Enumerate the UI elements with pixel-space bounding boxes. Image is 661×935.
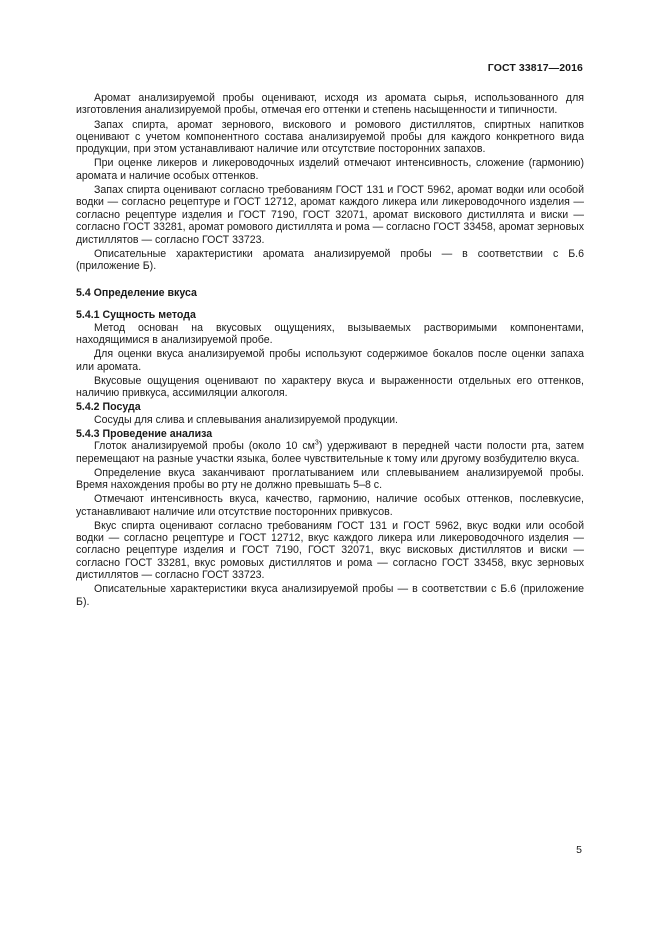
paragraph-glass-contents: Для оценки вкуса анализируемой пробы используют содержимое бокалов после оценки запаха или аромата.	[76, 348, 584, 373]
section-heading-taste: 5.4 Определение вкуса	[76, 286, 197, 299]
cubic-superscript: 3	[314, 439, 319, 447]
sip-text-end: ) удерживают в передней части полости рта, затем перемещают на разные участки языка, более чувствительные к тому или другому возбудителю вкуса.	[76, 440, 584, 465]
subsection-heading-vessels: 5.4.2 Посуда	[76, 401, 141, 414]
paragraph-vessels: Сосуды для слива и сплевывания анализируемой продукции.	[94, 413, 398, 426]
paragraph-method-basis: Метод основан на вкусовых ощущениях, вызываемых растворимыми компонентами, находящимися в анализируемой пробе.	[76, 321, 584, 347]
paragraph-taste-intensity: Отмечают интенсивность вкуса, качество, гармонию, наличие особых оттенков, послевкусие, устанавливают наличие или отсутствие посторонних привкусов.	[76, 493, 584, 518]
paragraph-taste-sensations: Вкусовые ощущения оценивают по характеру вкуса и выраженности отдельных его оттенков, наличию привкуса, ассимиляции алкоголя.	[76, 374, 584, 400]
paragraph-aroma-descriptors: Описательные характеристики аромата анализируемой пробы — в соответствии с Б.6 (приложение Б).	[76, 247, 584, 273]
paragraph-taste-descriptors: Описательные характеристики вкуса анализируемой пробы — в соответствии с Б.6 (приложение Б).	[76, 583, 584, 608]
subsection-heading-procedure: 5.4.3 Проведение анализа	[76, 427, 213, 440]
document-id-header: ГОСТ 33817—2016	[487, 62, 583, 74]
paragraph-aroma-standards: Запах спирта оценивают согласно требованиям ГОСТ 131 и ГОСТ 5962, аромат водки или особой водки — согласно рецептуре и ГОСТ 12712, аромат каждого ликера или ликероводочного изделия — согласно рецептуре изделия и ГОСТ 7190, ГОСТ 32071, аромат вискового дистиллята и виски — согласно ГОСТ 33281, аромат ромового дистиллята и рома — согласно ГОСТ 33458, аромат зерновых дистиллятов — согласно ГОСТ 33723.	[76, 183, 584, 246]
paragraph-aroma-assessment: Аромат анализируемой пробы оценивают, исходя из аромата сырья, использованного для изготовления анализируемой пробы, отмечая его оттенки и степень насыщенности и типичности.	[76, 92, 584, 117]
paragraph-taste-end: Определение вкуса заканчивают проглатыванием или сплевыванием анализируемой пробы. Время нахождения пробы во рту не должно превышать 5–8 с.	[76, 466, 584, 492]
document-body	[76, 92, 584, 610]
page-number: 5	[576, 844, 582, 856]
paragraph-taste-standards: Вкус спирта оценивают согласно требованиям ГОСТ 131 и ГОСТ 5962, вкус водки или особой водки — согласно рецептуре и ГОСТ 12712, вкус каждого ликера или ликероводочного изделия — согласно рецептуре изделия и ГОСТ 7190, ГОСТ 32071, вкус висковых дистиллятов и виски — согласно ГОСТ 33281, вкус ромовых дистиллятов и рома — согласно ГОСТ 33458, вкус зерновых дистиллятов — согласно ГОСТ 33723.	[76, 519, 584, 582]
sip-text-start: Глоток анализируемой пробы (около 10 см	[94, 440, 315, 453]
paragraph-liqueur-assessment: При оценке ликеров и ликероводочных изделий отмечают интенсивность, сложение (гармонию) аромата и наличие особых оттенков.	[76, 157, 584, 182]
subsection-heading-method: 5.4.1 Сущность метода	[76, 309, 196, 322]
paragraph-spirit-smell: Запах спирта, аромат зернового, вискового и ромового дистиллятов, спиртных напитков оценивают с учетом компонентного состава анализируемой пробы для каждого конкретного вида продукции, при этом устанавливают наличие или отсутствие посторонних запахов.	[76, 118, 584, 156]
paragraph-sip-procedure	[76, 440, 584, 465]
